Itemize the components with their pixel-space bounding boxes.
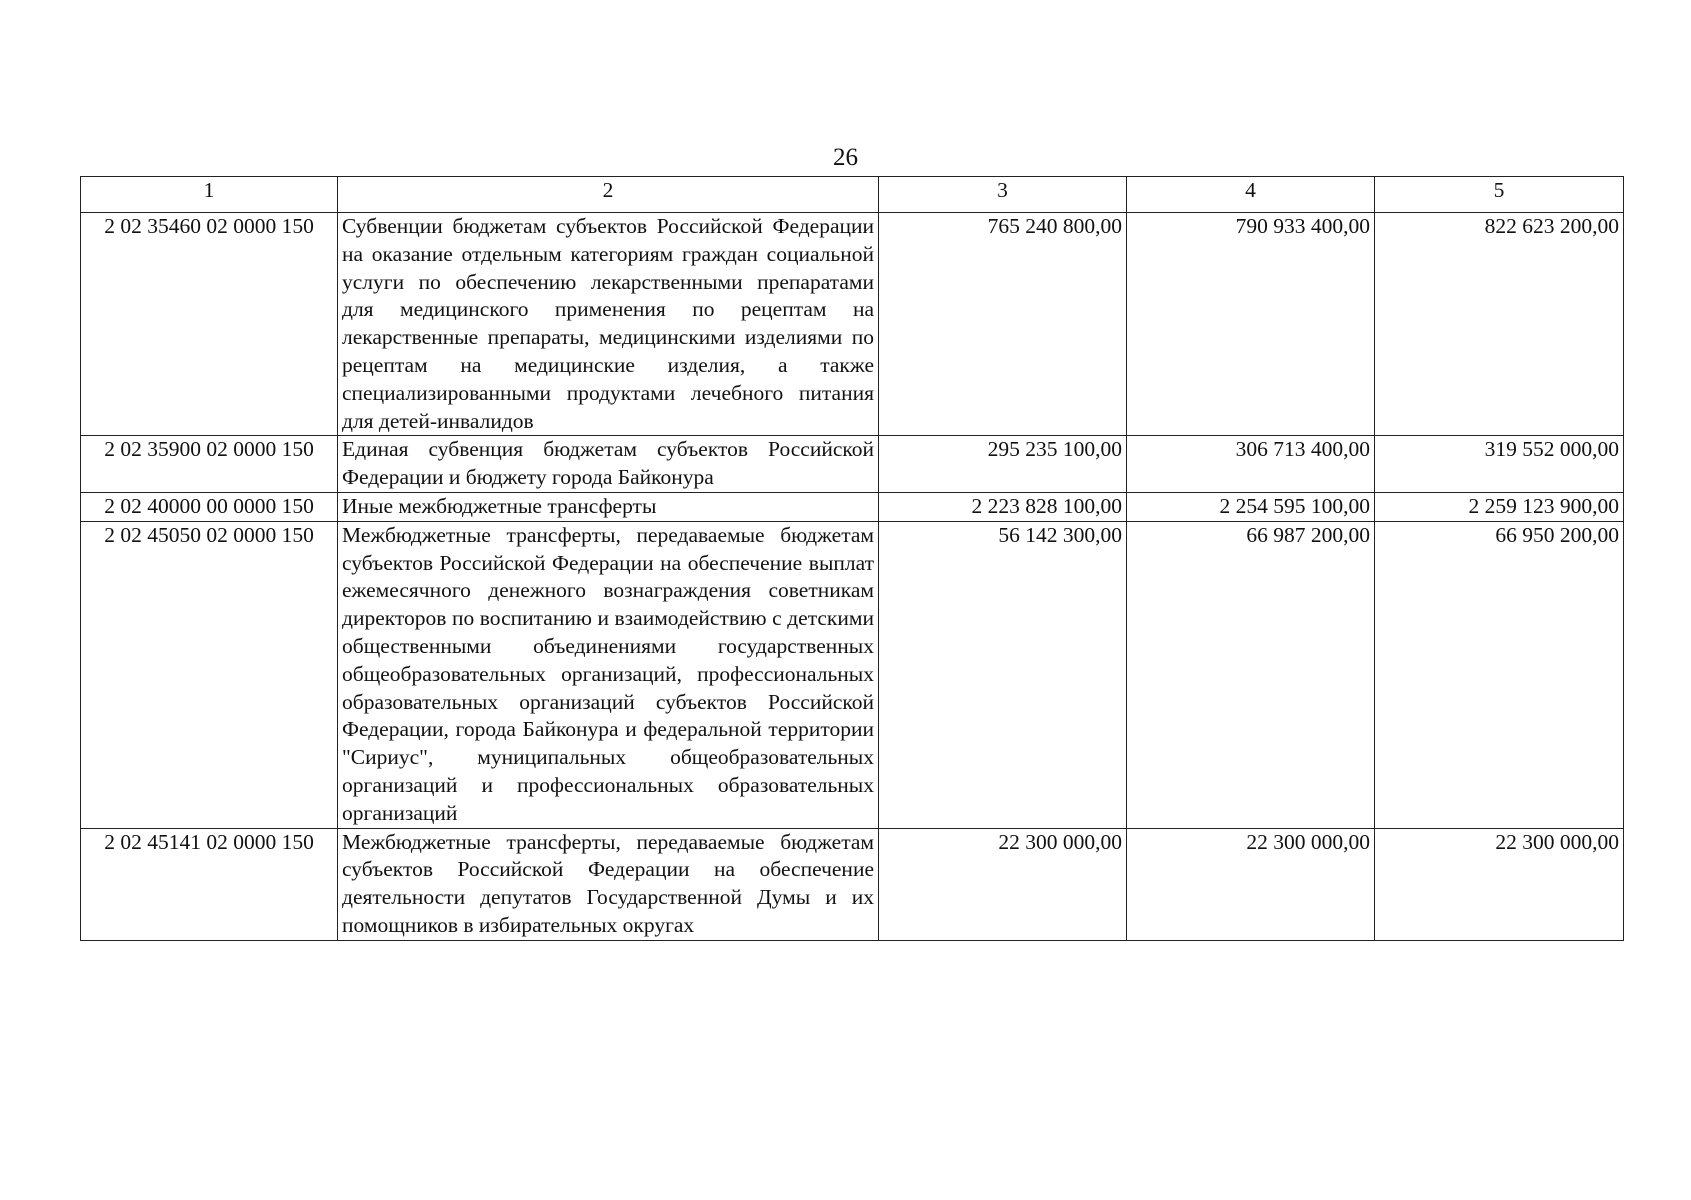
row-amount-col3: 2 223 828 100,00 [879, 492, 1127, 521]
table-body [81, 213, 1624, 941]
row-amount-col4: 2 254 595 100,00 [1127, 492, 1375, 521]
table-row [81, 213, 1624, 436]
table-row [81, 521, 1624, 828]
row-name: Межбюджетные трансферты, передаваемые бюджетам субъектов Российской Федерации на обеспечение деятельности депутатов Государственной Думы и их помощников в избирательных округах [338, 828, 879, 940]
table-row [81, 436, 1624, 493]
table-row [81, 828, 1624, 940]
budget-table [80, 176, 1624, 941]
row-amount-col5: 22 300 000,00 [1375, 828, 1624, 940]
row-code: 2 02 35460 02 0000 150 [81, 213, 338, 436]
row-code: 2 02 40000 00 0000 150 [81, 492, 338, 521]
row-amount-col4: 790 933 400,00 [1127, 213, 1375, 436]
row-amount-col5: 319 552 000,00 [1375, 436, 1624, 493]
table-row [81, 492, 1624, 521]
header-row [81, 177, 1624, 213]
row-amount-col4: 306 713 400,00 [1127, 436, 1375, 493]
row-code: 2 02 35900 02 0000 150 [81, 436, 338, 493]
header-col-2: 2 [338, 177, 879, 213]
row-amount-col5: 66 950 200,00 [1375, 521, 1624, 828]
header-col-1: 1 [81, 177, 338, 213]
row-amount-col3: 56 142 300,00 [879, 521, 1127, 828]
row-amount-col3: 295 235 100,00 [879, 436, 1127, 493]
page-number: 26 [833, 144, 858, 171]
header-col-5: 5 [1375, 177, 1624, 213]
row-amount-col3: 22 300 000,00 [879, 828, 1127, 940]
header-col-4: 4 [1127, 177, 1375, 213]
row-amount-col4: 66 987 200,00 [1127, 521, 1375, 828]
row-code: 2 02 45141 02 0000 150 [81, 828, 338, 940]
header-col-3: 3 [879, 177, 1127, 213]
row-amount-col4: 22 300 000,00 [1127, 828, 1375, 940]
row-amount-col5: 822 623 200,00 [1375, 213, 1624, 436]
row-code: 2 02 45050 02 0000 150 [81, 521, 338, 828]
table-header [81, 177, 1624, 213]
row-name: Межбюджетные трансферты, передаваемые бюджетам субъектов Российской Федерации на обеспечение выплат ежемесячного денежного вознаграждения советникам директоров по воспитанию и взаимодействию с детскими общественными объединениями государственных общеобразовательных организаций, профессиональных образовательных организаций субъектов Российской Федерации, города Байконура и федеральной территории "Сириус", муниципальных общеобразовательных организаций и профессиональных образовательных организаций [338, 521, 879, 828]
row-name: Иные межбюджетные трансферты [338, 492, 879, 521]
row-amount-col3: 765 240 800,00 [879, 213, 1127, 436]
row-name: Единая субвенция бюджетам субъектов Российской Федерации и бюджету города Байконура [338, 436, 879, 493]
row-name: Субвенции бюджетам субъектов Российской Федерации на оказание отдельным категориям граждан социальной услуги по обеспечению лекарственными препаратами для медицинского применения по рецептам на лекарственные препараты, медицинскими изделиями по рецептам на медицинские изделия, а также специализированными продуктами лечебного питания для детей-инвалидов [338, 213, 879, 436]
row-amount-col5: 2 259 123 900,00 [1375, 492, 1624, 521]
